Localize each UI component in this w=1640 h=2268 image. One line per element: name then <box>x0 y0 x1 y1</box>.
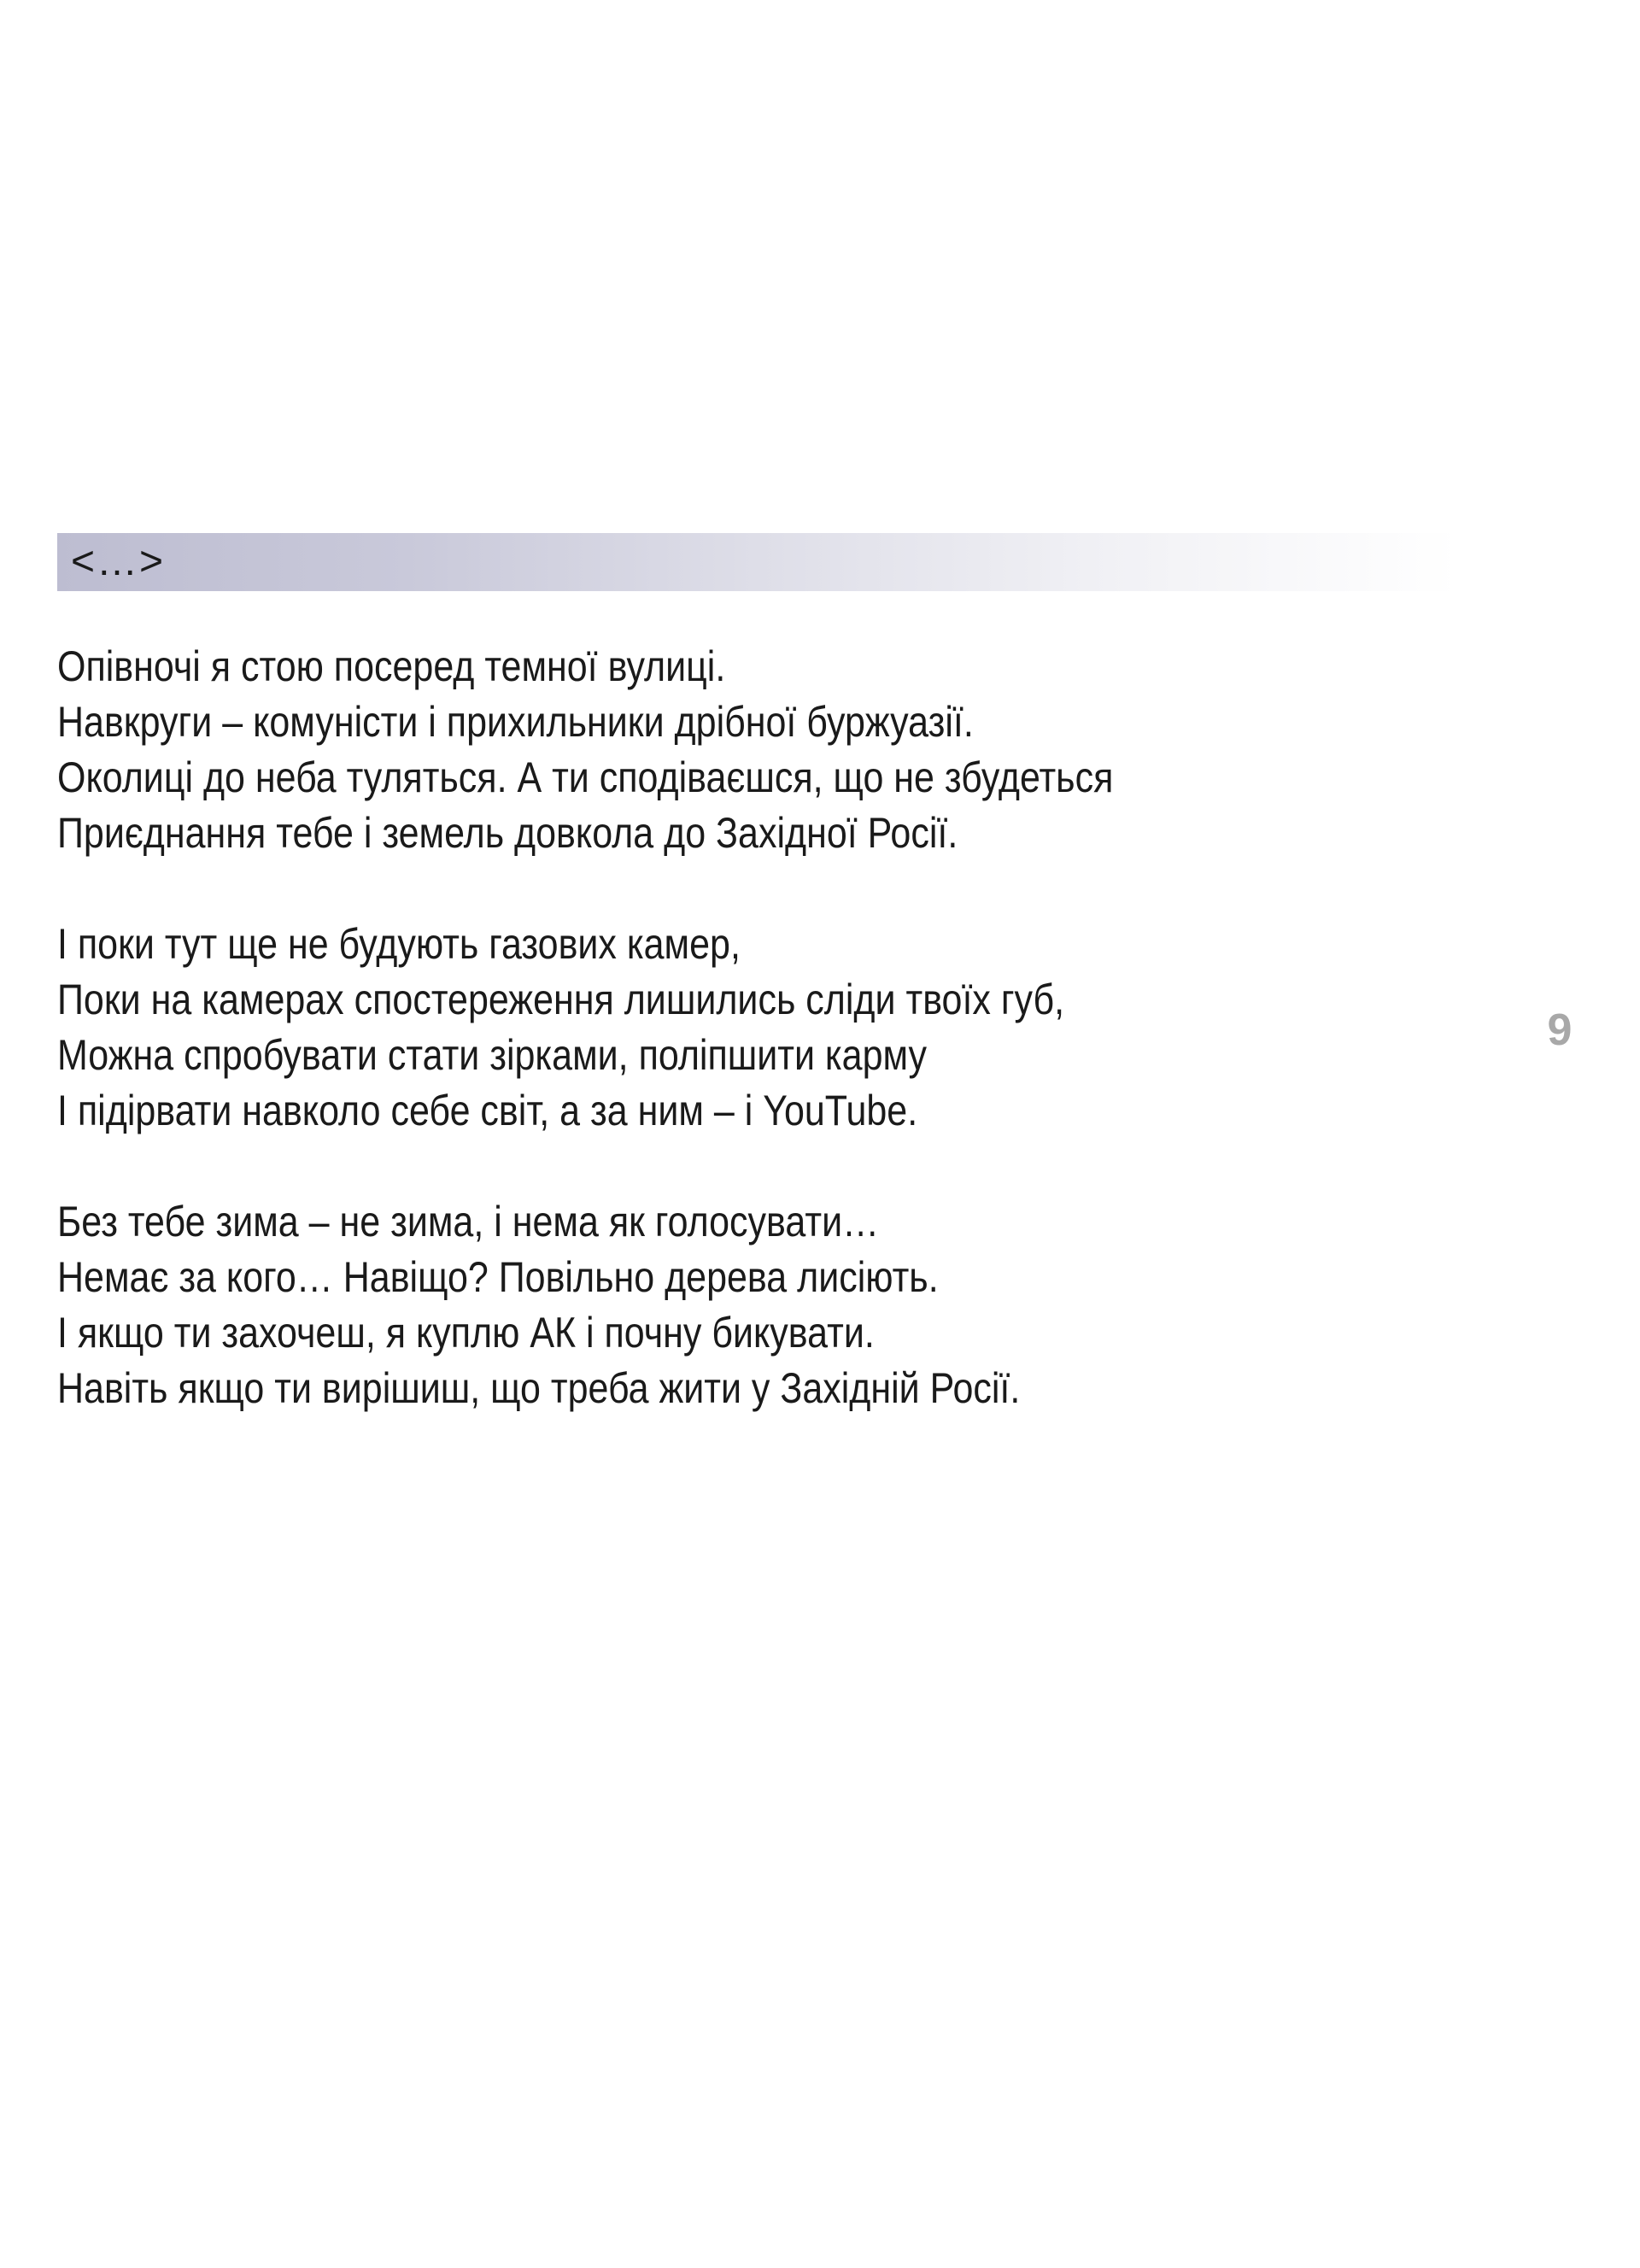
poem-line: І поки тут ще не будують газових камер, <box>57 920 741 968</box>
poem-line: Навіть якщо ти вирішиш, що треба жити у Західній Росії. <box>57 1364 1021 1412</box>
title-bar <box>57 533 1458 591</box>
poem-line: Можна спробувати стати зірками, поліпшити карму <box>57 1031 928 1079</box>
poem-line: І підірвати навколо себе світ, а за ним – і YouTube. <box>57 1087 918 1134</box>
stanza-2 <box>57 917 1509 1139</box>
poem-line: Немає за кого… Навіщо? Повільно дерева лисіють. <box>57 1253 939 1301</box>
poem-line: Навкруги – комуністи і прихильники дрібної буржуазії. <box>57 698 974 746</box>
poem-body <box>57 639 1509 1472</box>
page-number: 9 <box>1547 1005 1573 1055</box>
stanza-3 <box>57 1194 1509 1416</box>
poem-line: Поки на камерах спостереження лишились сліди твоїх губ, <box>57 976 1065 1023</box>
poem-line: Приєднання тебе і земель довкола до Західної Росії. <box>57 809 958 857</box>
poem-line: Околиці до неба туляться. А ти сподіваєшся, що не збудеться <box>57 753 1114 801</box>
poem-line: Опівночі я стою посеред темної вулиці. <box>57 642 726 690</box>
poem-line: Без тебе зима – не зима, і нема як голосувати… <box>57 1198 880 1245</box>
poem-line: І якщо ти захочеш, я куплю АК і почну бикувати. <box>57 1309 875 1357</box>
stanza-1 <box>57 639 1509 861</box>
poem-title: <…> <box>71 539 166 584</box>
